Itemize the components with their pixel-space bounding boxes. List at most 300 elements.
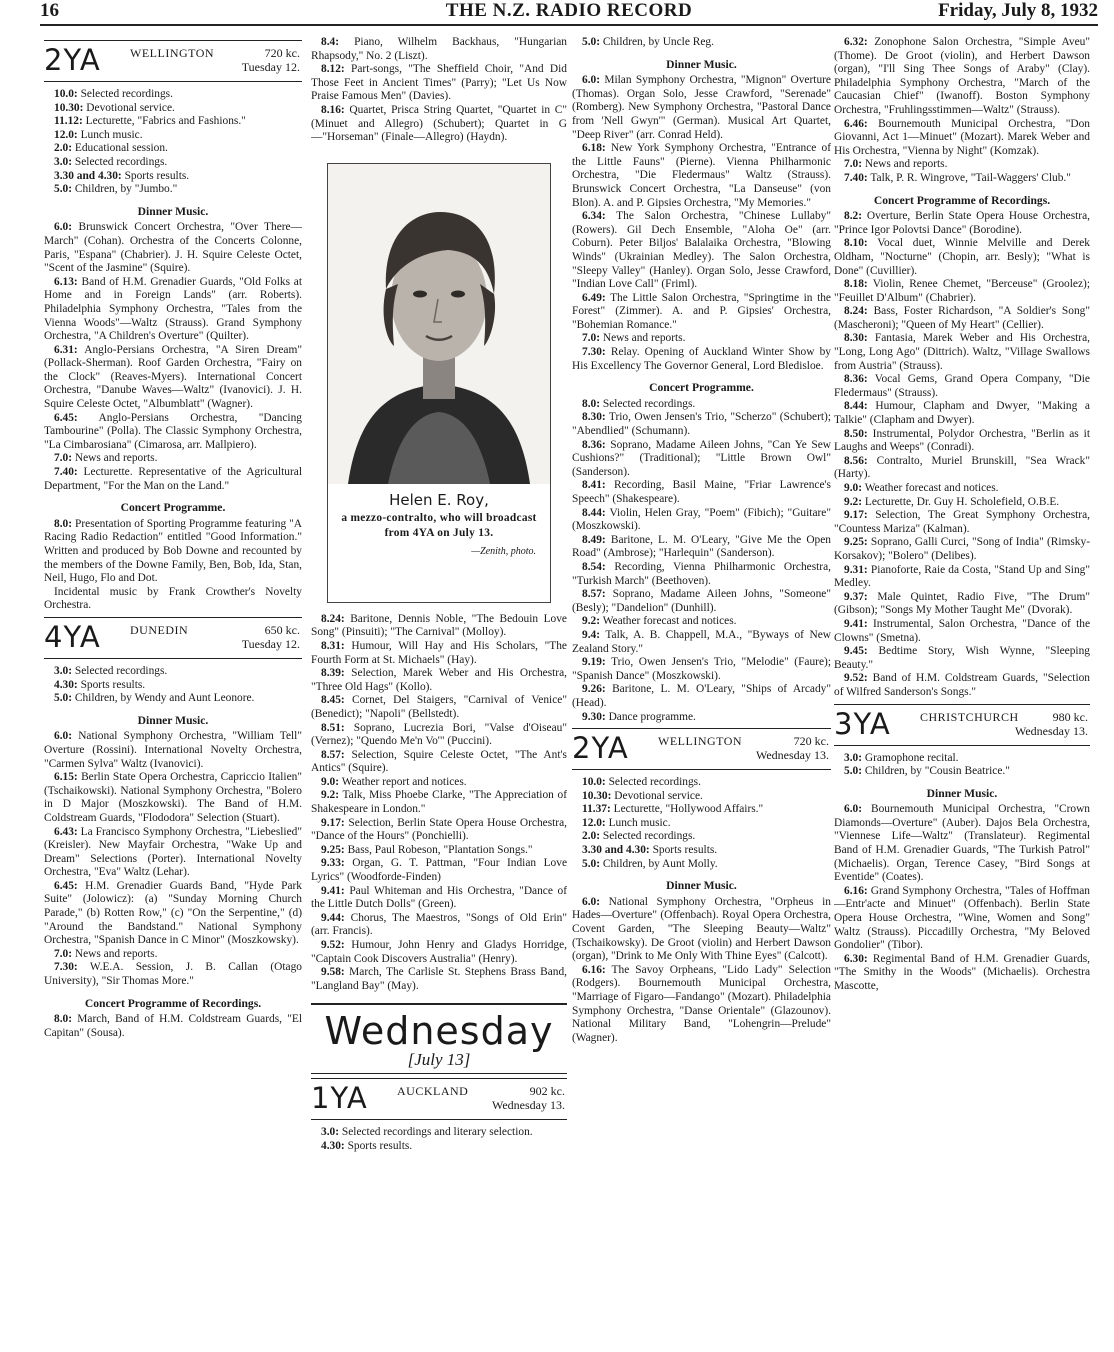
entry-time: 9.52: <box>321 939 345 951</box>
programme-entry <box>572 534 831 561</box>
programme-entry <box>311 857 567 884</box>
entry-time: 8.36: <box>582 438 606 451</box>
entry-time: 8.54: <box>582 560 606 573</box>
programme-entry <box>44 170 302 184</box>
station-frequency: 720 kc. <box>264 46 300 60</box>
entry-time: 9.0: <box>844 482 863 494</box>
masthead-title: THE N.Z. RADIO RECORD <box>445 0 693 21</box>
section-heading: Dinner Music. <box>666 57 737 71</box>
entry-text: Weather forecast and notices. <box>600 615 737 628</box>
entry-time: 8.49: <box>582 533 606 546</box>
programme-entry <box>834 803 1090 885</box>
entry-time: 9.52: <box>844 672 868 685</box>
entry-text: Sports results. <box>121 169 190 182</box>
programme-entry <box>44 730 302 771</box>
entry-time: 7.30: <box>54 961 78 974</box>
station-frequency: 650 kc. <box>264 622 300 637</box>
entry-time: 8.56: <box>844 454 868 467</box>
portrait-photo <box>328 164 550 484</box>
programme-entry <box>311 817 567 844</box>
entry-time: 8.0: <box>54 517 73 530</box>
station-header-2ya-tuesday <box>44 40 302 82</box>
entry-text: Children, by Wendy and Aunt Leonore. <box>72 692 255 705</box>
programme-entry <box>311 640 567 667</box>
column-2 <box>311 36 567 1346</box>
programme-entry <box>44 115 302 129</box>
entry-text: Soprano, Madame Aileen Johns, "Someone" (Besly); "Dandelion" (Dunhill). <box>572 588 831 614</box>
station-callsign: 3YA <box>834 706 891 741</box>
section-heading: Concert Programme. <box>120 501 226 515</box>
programme-list <box>834 36 1090 186</box>
programme-entry <box>834 373 1090 400</box>
programme-entry <box>311 776 567 790</box>
entry-text: Instrumental, Polydor Orchestra, "Berlin as it Laughs and Weeps" (Conradi). <box>834 427 1090 454</box>
programme-entry <box>834 618 1090 645</box>
programme-entry <box>572 36 831 50</box>
entry-text: Children, by "Jumbo." <box>72 183 178 196</box>
entry-text: Selection, Berlin State Opera House Orchestra, "Dance of the Hours" (Ponchielli). <box>311 816 567 843</box>
entry-time: 8.44: <box>844 400 868 413</box>
station-header-1ya-wednesday <box>311 1078 567 1120</box>
entry-time: 6.31: <box>54 343 78 356</box>
station-frequency: 720 kc. <box>793 734 829 749</box>
entry-text: Piano, Wilhelm Backhaus, "Hungarian Rhapsody," No. 2 (Liszt). <box>311 36 567 62</box>
station-callsign: 4YA <box>44 619 101 654</box>
programme-list <box>834 210 1090 699</box>
programme-entry <box>44 586 302 613</box>
programme-entry <box>834 564 1090 591</box>
entry-text: W.E.A. Session, J. B. Callan (Otago University), "Sir Thomas More." <box>44 961 302 988</box>
programme-entry <box>572 292 831 333</box>
issue-date: Friday, July 8, 1932 <box>938 0 1098 21</box>
programme-entry <box>44 826 302 880</box>
programme-entry <box>572 615 831 629</box>
entry-text: Educational session. <box>72 142 168 155</box>
entry-text: The Savoy Orpheans, "Lido Lady" Selection (Rodgers). Bournemouth Municipal Orchestra, "Marriage of Figaro—Fandango" (Mozart). Philadelphia Symphony Orchestra, "Danse Orientale" (Glazounov). National Military Band, "Lohengrin—Prelude" (Wagner). <box>572 963 831 1044</box>
entry-text: Selected recordings. <box>600 830 696 843</box>
entry-time: 4.30: <box>321 1139 345 1152</box>
entry-time: 10.0: <box>54 88 78 100</box>
entry-text: Selected recordings. <box>600 397 696 410</box>
entry-time: 8.18: <box>844 278 868 291</box>
entry-text: Baritone, Dennis Noble, "The Bedouin Love Song" (Pinsuiti); "The Carnival" (Molloy). <box>311 612 567 639</box>
column-4 <box>834 36 1090 1346</box>
entry-text: Devotional service. <box>611 789 703 802</box>
entry-text: Bass, Paul Robeson, "Plantation Songs." <box>344 843 533 856</box>
programme-list <box>44 518 302 613</box>
entry-text: Zonophone Salon Orchestra, "Simple Aveu" (Thome). De Groot (violin), and Herbert Dawson (organ), "I'll Sing Thee Songs of Araby" (Clay). Philadelphia Symphony Orchestra, "March of the Caucasian Chief" (Iwanoff). Boston Symphony Orchestra, "Fruhlingsstimmen—Waltz" (Strauss). <box>834 36 1090 116</box>
programme-entry <box>311 885 567 912</box>
programme-entry <box>834 953 1090 994</box>
entry-text: Selected recordings. <box>605 776 701 789</box>
entry-time: 5.0: <box>54 692 73 705</box>
entry-time: 9.25: <box>844 536 868 549</box>
entry-time: 2.0: <box>582 830 601 843</box>
page-number: 16 <box>40 0 59 21</box>
programme-entry <box>572 790 831 804</box>
programme-entry <box>311 722 567 749</box>
programme-entry <box>44 466 302 493</box>
entry-time: 7.0: <box>54 452 73 465</box>
programme-list <box>44 1013 302 1040</box>
entry-text: Selected recordings. <box>77 88 173 100</box>
station-header-4ya-tuesday <box>44 617 302 659</box>
entry-time: 9.19: <box>582 656 606 669</box>
station-frequency: 980 kc. <box>1052 709 1088 724</box>
entry-text: National Symphony Orchestra, "Orpheus in Hades—Overture" (Offenbach). Royal Opera Orchestra, Covent Garden, "The Sleeping Beauty—Waltz" (Tschaikowsky). De Groot (violin) and Herbert Dawson (organ), "Drink to Me Only With Thine Eyes" (Calcott). <box>572 895 831 963</box>
programme-entry <box>572 74 831 142</box>
entry-time: 6.13: <box>54 275 78 288</box>
entry-text: Part-songs, "The Sheffield Choir, "And Did Those Feet in Ancient Times" (Parry); "Let Us Now Praise Famous Men" (Davies). <box>311 63 567 103</box>
entry-text: Berlin State Opera Orchestra, Capriccio Italien" (Tschaikowski). National Symphony Orchestra, "Bolero in D Major (Moszkowski). The Band of H.M. Coldstream Guards, "Flododora" Selection (Stuart). <box>44 771 302 824</box>
entry-text: Bournemouth Municipal Orchestra, "Don Giovanni, Act 1—Minuet" (Mozart). Marek Weber and His Orchestra, "Vienna by Night" (Komzak). <box>834 117 1090 157</box>
programme-entry <box>44 1013 302 1040</box>
programme-list <box>572 398 831 724</box>
programme-entry <box>311 939 567 966</box>
programme-entry <box>834 496 1090 510</box>
programme-entry <box>44 665 302 679</box>
entry-text: Band of H.M. Grenadier Guards, "Old Folks at Home and in Foreign Lands" (arr. Roberts). Philadelphia Symphony Orchestra, "Tales from the Vienna Woods"—Waltz (Strauss). Grand Symphony Orchestra, "A Children's Overture" (Quilter). <box>44 275 302 343</box>
programme-entry <box>44 948 302 962</box>
programme-entry <box>44 344 302 412</box>
entry-text: Selection, The Great Symphony Orchestra, "Countess Mariza" (Kalman). <box>834 509 1090 535</box>
entry-time: 9.41: <box>844 617 868 630</box>
programme-list <box>572 896 831 1046</box>
entry-time: 7.40: <box>54 466 78 479</box>
entry-time: 6.0: <box>582 895 601 908</box>
programme-entry <box>44 183 302 197</box>
entry-text: Talk, P. R. Wingrove, "Tail-Waggers' Club." <box>867 171 1071 184</box>
entry-time: 8.31: <box>321 639 345 652</box>
entry-time: 8.24: <box>844 305 868 318</box>
entry-time: 9.2: <box>844 495 863 508</box>
entry-time: 8.30: <box>582 411 606 424</box>
entry-text: Children, by Aunt Molly. <box>600 857 718 870</box>
programme-list <box>572 74 831 373</box>
programme-entry <box>834 400 1090 427</box>
station-day: Tuesday 12. <box>241 636 300 651</box>
entry-text: Violin, Helen Gray, "Poem" (Fibich); "Guitare" (Moszkowski). <box>572 506 831 533</box>
programme-entry <box>834 536 1090 563</box>
programme-entry <box>311 63 567 104</box>
entry-text: Humour, John Henry and Gladys Horridge, "Captain Cook Discovers Australia" (Henry). <box>311 939 567 965</box>
entry-text: March, The Carlisle St. Stephens Brass Band, "Langland Bay" (May). <box>311 966 567 992</box>
entry-time: 3.0: <box>54 155 73 168</box>
entry-text: Vocal Gems, Grand Opera Company, "Die Fledermaus" (Strauss). <box>834 373 1090 399</box>
programme-entry <box>44 276 302 344</box>
programme-entry <box>572 142 831 210</box>
entry-time: 9.33: <box>321 857 345 870</box>
day-banner <box>311 1003 567 1074</box>
entry-time: 8.44: <box>582 506 606 519</box>
entry-text: Regimental Band of H.M. Grenadier Guards, "The Smithy in the Woods" (Michaelis). Orchestra Mascotte, <box>834 952 1090 992</box>
photo-caption-name: Helen E. Roy, <box>389 490 489 509</box>
programme-entry <box>572 332 831 346</box>
entry-text: Violin, Renee Chemet, "Berceuse" (Groolez); "Feuillet D'Album" (Chabrier). <box>834 278 1090 304</box>
entry-text: Lecturette, "Fabrics and Fashions." <box>82 115 246 128</box>
entry-time: 8.30: <box>844 332 868 345</box>
entry-time: 7.0: <box>844 158 863 171</box>
day-banner-title: Wednesday <box>324 1009 554 1054</box>
section-heading: Dinner Music. <box>926 786 998 800</box>
programme-entry <box>44 221 302 275</box>
programme-entry <box>572 656 831 683</box>
programme-entry <box>311 912 567 939</box>
programme-entry <box>44 129 302 143</box>
entry-time: 7.40: <box>844 171 868 184</box>
entry-time: 6.0: <box>582 74 601 87</box>
entry-time: 9.4: <box>582 628 601 641</box>
day-banner-date: [July 13] <box>407 1050 471 1070</box>
programme-entry <box>44 88 302 102</box>
entry-text: Children, by "Cousin Beatrice." <box>862 765 1010 778</box>
entry-time: 3.30 and 4.30: <box>582 844 650 857</box>
entry-text: Cornet, Del Staigers, "Carnival of Venice" (Benedict); "Napoli" (Bellstedt). <box>311 694 567 720</box>
programme-entry <box>572 411 831 438</box>
entry-text: Quartet, Prisca String Quartet, "Quartet in C" (Minuet and Allegro) (Schubert); Quartet in G—"Horseman" (Finale—Allegro) (Haydn). <box>311 103 567 144</box>
entry-time: 8.41: <box>582 479 606 492</box>
entry-time: 6.0: <box>54 221 73 234</box>
station-header-3ya-wednesday <box>834 704 1090 746</box>
entry-text: Soprano, Lucrezia Bori, "Valse d'Oiseau" (Vernez); "Quendo Me'n Vo'" (Puccini). <box>311 721 567 748</box>
programme-entry <box>834 645 1090 672</box>
programme-entry <box>572 776 831 790</box>
programme-entry <box>834 455 1090 482</box>
entry-text: Incidental music by Frank Crowther's Novelty Orchestra. <box>44 585 302 612</box>
programme-list <box>834 803 1090 993</box>
entry-time: 8.39: <box>321 667 345 680</box>
entry-text: Trio, Owen Jensen's Trio, "Scherzo" (Schubert); "Abendlied" (Schumann). <box>572 411 831 438</box>
entry-time: 7.0: <box>54 947 73 960</box>
entry-time: 9.17: <box>844 509 868 522</box>
entry-text: Bass, Foster Richardson, "A Soldier's Song" (Mascheroni); "Queen of My Heart" (Cellier). <box>834 305 1090 331</box>
entry-time: 3.30 and 4.30: <box>54 169 122 182</box>
station-callsign: 2YA <box>44 43 101 77</box>
programme-entry <box>311 749 567 776</box>
entry-time: 8.2: <box>844 210 863 223</box>
station-day: Tuesday 12. <box>241 60 300 74</box>
entry-text: News and reports. <box>72 452 158 465</box>
programme-entry <box>311 613 567 640</box>
programme-entry <box>572 964 831 1046</box>
entry-text: Devotional service. <box>83 101 175 114</box>
entry-time: 6.43: <box>54 825 78 838</box>
entry-time: 8.57: <box>582 588 606 601</box>
station-day: Wednesday 13. <box>1014 723 1088 738</box>
entry-text: Humour, Clapham and Dwyer, "Making a Talkie" (Clapham and Dwyer). <box>834 400 1090 427</box>
entry-text: Pianoforte, Raie da Costa, "Stand Up and Sing" Medley. <box>834 563 1090 590</box>
programme-entry <box>572 629 831 656</box>
section-heading: Dinner Music. <box>137 204 209 218</box>
entry-text: Bournemouth Municipal Orchestra, "Crown Diamonds—Overture" (Auber). Dajos Bela Orchestra, "Viennese Life—Waltz" (Translateur). Regimental Band of H.M. Grenadier Guards, "The Turkish Patrol" (Michaelis). Organ, Terence Casey, "Bird Songs at Eventide" (Coates). <box>834 803 1090 884</box>
programme-entry <box>572 479 831 506</box>
entry-text: News and reports. <box>862 158 948 171</box>
programme-entry <box>44 679 302 693</box>
programme-entry <box>572 896 831 964</box>
programme-entry <box>572 588 831 615</box>
entry-time: 6.16: <box>582 963 606 976</box>
entry-time: 6.16: <box>844 884 868 897</box>
entry-text: Baritone, L. M. O'Leary, "Give Me the Open Road" (Ambrose); "Harlequin" (Sanderson). <box>572 533 831 560</box>
entry-time: 9.58: <box>321 966 345 979</box>
entry-time: 9.41: <box>321 884 345 897</box>
programme-entry <box>834 237 1090 278</box>
entry-text: Presentation of Sporting Programme featuring "A Racing Radio Redaction" entitled "Good Information." Written and produced by Bob Downe and recounted by the members of the Downe Family, Ben, Bob, Ida, Stan, Neil, Hugo, Flo and Dot. <box>44 517 302 585</box>
entry-text: Brunswick Concert Orchestra, "Over There—March" (Cohan). Orchestra of the Concerts Colonne, Paris, "Espana" (Chabrier). J. H. Squire Celeste Octet, "Scent of the Jasmine" (Squire). <box>44 221 302 275</box>
entry-text: Band of H.M. Coldstream Guards, "Selection of Wilfred Sanderson's Songs." <box>834 672 1090 698</box>
programme-list <box>311 613 567 994</box>
programme-entry <box>572 346 831 373</box>
entry-text: Selected recordings. <box>72 155 168 168</box>
entry-text: New York Symphony Orchestra, "Entrance of the Little Fauns" (Pierne). Vienna Philharmonic Orchestra, "Die Fledermaus" Waltz (Strauss). Brunswick Concert Orchestra, "La Danseuse" (von Blon). A. and P. Gipsies Orchestra, "My Memories." <box>572 142 831 209</box>
entry-text: Male Quintet, Radio Five, "The Drum" (Gibson); "Songs My Mother Taught Me" (Dvorak). <box>834 590 1090 617</box>
station-frequency: 902 kc. <box>529 1083 565 1098</box>
programme-list <box>572 776 831 871</box>
entry-text: Selection, Marek Weber and His Orchestra, "Three Old Hags" (Kollo). <box>311 667 567 693</box>
entry-time: 6.45: <box>54 411 78 424</box>
programme-entry <box>44 412 302 453</box>
entry-time: 8.51: <box>321 721 345 734</box>
station-city: AUCKLAND <box>397 1083 469 1098</box>
programme-entry <box>572 439 831 480</box>
entry-time: 8.50: <box>844 427 868 440</box>
programme-entry <box>834 885 1090 953</box>
photo-caption-description: a mezzo-contralto, who will broadcast from 4YA on July 13. <box>341 512 537 540</box>
entry-text: Gramophone recital. <box>862 751 959 764</box>
station-city: WELLINGTON <box>130 46 215 60</box>
entry-text: March, Band of H.M. Coldstream Guards, "El Capitan" (Sousa). <box>44 1013 302 1039</box>
entry-text: Baritone, L. M. O'Leary, "Ships of Arcady" (Head). <box>572 683 831 709</box>
entry-time: 10.0: <box>582 776 606 789</box>
entry-time: 5.0: <box>582 36 601 48</box>
station-city: CHRISTCHURCH <box>920 709 1019 724</box>
station-callsign: 2YA <box>572 731 629 766</box>
programme-entry <box>44 452 302 466</box>
programme-list <box>44 665 302 706</box>
programme-entry <box>572 817 831 831</box>
section-heading: Concert Programme of Recordings. <box>84 996 262 1010</box>
entry-text: Lecturette, "Hollywood Affairs." <box>610 803 764 816</box>
programme-entry <box>44 102 302 116</box>
programme-entry <box>834 672 1090 699</box>
entry-text: Talk, Miss Phoebe Clarke, "The Appreciation of Shakespeare in London." <box>311 789 567 816</box>
entry-text: Milan Symphony Orchestra, "Mignon" Overture (Thomas). Organ Solo, Jesse Crawford, "Serenade" (Romberg). New Symphony Orchestra, "Pastoral Dance from 'Nell Gwyn'" (German). Musical Art Quartet, "Deep River" (arr. Conrad Held). <box>572 74 831 141</box>
programme-entry <box>44 142 302 156</box>
station-day: Wednesday 13. <box>491 1097 565 1112</box>
programme-entry <box>311 104 567 145</box>
programme-entry <box>834 591 1090 618</box>
entry-time: 9.45: <box>844 645 868 658</box>
programme-entry <box>44 961 302 988</box>
programme-entry <box>834 158 1090 172</box>
entry-time: 9.25: <box>321 843 345 856</box>
programme-entry <box>834 36 1090 118</box>
entry-text: Anglo-Persians Orchestra, "Dancing Tambourine" (Polla). The Classic Symphony Orchestra, "La Cimbarosiana" (Cimarosa, arr. Mallpiero). <box>44 411 302 451</box>
entry-text: Contralto, Muriel Brunskill, "Sea Wrack" (Harty). <box>834 454 1090 481</box>
entry-text: Sports results. <box>649 844 718 857</box>
page-header <box>40 0 1098 26</box>
entry-text: Fantasia, Marek Weber and His Orchestra, "Long, Long Ago" (Dittrich). Waltz, "Village Swallows from Austria" (Strauss). <box>834 332 1090 372</box>
programme-entry <box>44 692 302 706</box>
entry-time: 6.32: <box>844 36 868 48</box>
entry-text: Lecturette. Representative of the Agricultural Department, "For the Man on the Land." <box>44 466 302 492</box>
entry-time: 6.15: <box>54 771 78 784</box>
programme-list <box>311 1126 567 1153</box>
programme-entry <box>572 830 831 844</box>
programme-entry <box>834 210 1090 237</box>
entry-text: National Symphony Orchestra, "William Tell" Overture (Rossini). International Novelty Orchestra, "Carmen Sylva" Waltz (Ivanovici). <box>44 730 302 770</box>
entry-text: H.M. Grenadier Guards Band, "Hyde Park Suite" (Jolowicz): (a) "Sunday Morning Church Parade," (b) Rotten Row," (c) "On the Serpentine," (d) "Around the Bandstand." National Symphony Orchestra, "Spanish Dance in C Minor" (Moszkowsky). <box>44 879 302 947</box>
programme-entry <box>572 210 831 292</box>
programme-entry <box>572 844 831 858</box>
entry-time: 9.2: <box>582 615 601 628</box>
programme-entry <box>572 561 831 588</box>
entry-time: 12.0: <box>54 128 78 141</box>
section-heading: Concert Programme. <box>649 381 754 395</box>
entry-text: Relay. Opening of Auckland Winter Show by His Excellency The Governor General, Lord Bledisloe. <box>572 346 831 372</box>
programme-entry <box>311 1140 567 1154</box>
entry-time: 4.30: <box>54 678 78 691</box>
entry-time: 8.36: <box>844 373 868 386</box>
portrait-photo-frame <box>327 163 551 603</box>
entry-text: Selected recordings and literary selection. <box>339 1125 533 1138</box>
entry-time: 8.57: <box>321 748 345 761</box>
entry-time: 8.10: <box>844 237 868 250</box>
programme-list <box>572 36 831 50</box>
programme-entry <box>44 771 302 825</box>
entry-time: 5.0: <box>844 765 863 778</box>
programme-entry <box>44 518 302 586</box>
entry-text: Lecturette, Dr. Guy H. Scholefield, O.B.E. <box>862 495 1060 508</box>
entry-text: Recording, Basil Maine, "Friar Lawrence's Speech" (Shakespeare). <box>572 479 831 505</box>
entry-time: 8.0: <box>54 1013 73 1026</box>
programme-entry <box>311 789 567 816</box>
entry-time: 6.46: <box>844 117 868 130</box>
programme-entry <box>834 428 1090 455</box>
entry-text: News and reports. <box>72 947 158 960</box>
section-heading: Dinner Music. <box>666 879 737 893</box>
entry-text: Selected recordings. <box>72 664 168 677</box>
entry-time: 3.0: <box>54 664 73 677</box>
entry-time: 9.0: <box>321 775 340 788</box>
entry-text: Talk, A. B. Chappell, M.A., "Byways of New Zealand Story." <box>572 628 831 655</box>
entry-time: 11.12: <box>54 115 83 128</box>
programme-entry <box>834 332 1090 373</box>
entry-text: Organ, G. T. Pattman, "Four Indian Love Lyrics" (Woodforde-Finden) <box>311 857 567 884</box>
entry-time: 7.0: <box>582 332 601 345</box>
entry-time: 9.37: <box>844 590 868 603</box>
entry-time: 6.49: <box>582 291 606 304</box>
programme-entry <box>311 844 567 858</box>
entry-time: 9.30: <box>582 710 606 723</box>
entry-text: Recording, Vienna Philharmonic Orchestra, "Turkish March" (Beethoven). <box>572 560 831 587</box>
programme-entry <box>311 36 567 63</box>
programme-list <box>44 730 302 988</box>
entry-time: 9.26: <box>582 683 606 696</box>
entry-text: Bedtime Story, Wish Wynne, "Sleeping Beauty." <box>834 645 1090 671</box>
entry-time: 9.17: <box>321 816 345 829</box>
entry-text: Weather report and notices. <box>339 775 467 788</box>
programme-list <box>44 88 302 197</box>
entry-time: 9.44: <box>321 911 345 924</box>
station-callsign: 1YA <box>311 1080 368 1115</box>
programme-entry <box>834 305 1090 332</box>
section-heading: Dinner Music. <box>137 713 209 727</box>
programme-entry <box>311 694 567 721</box>
entry-time: 10.30: <box>54 101 84 114</box>
column-1 <box>44 36 302 1346</box>
programme-entry <box>834 509 1090 536</box>
